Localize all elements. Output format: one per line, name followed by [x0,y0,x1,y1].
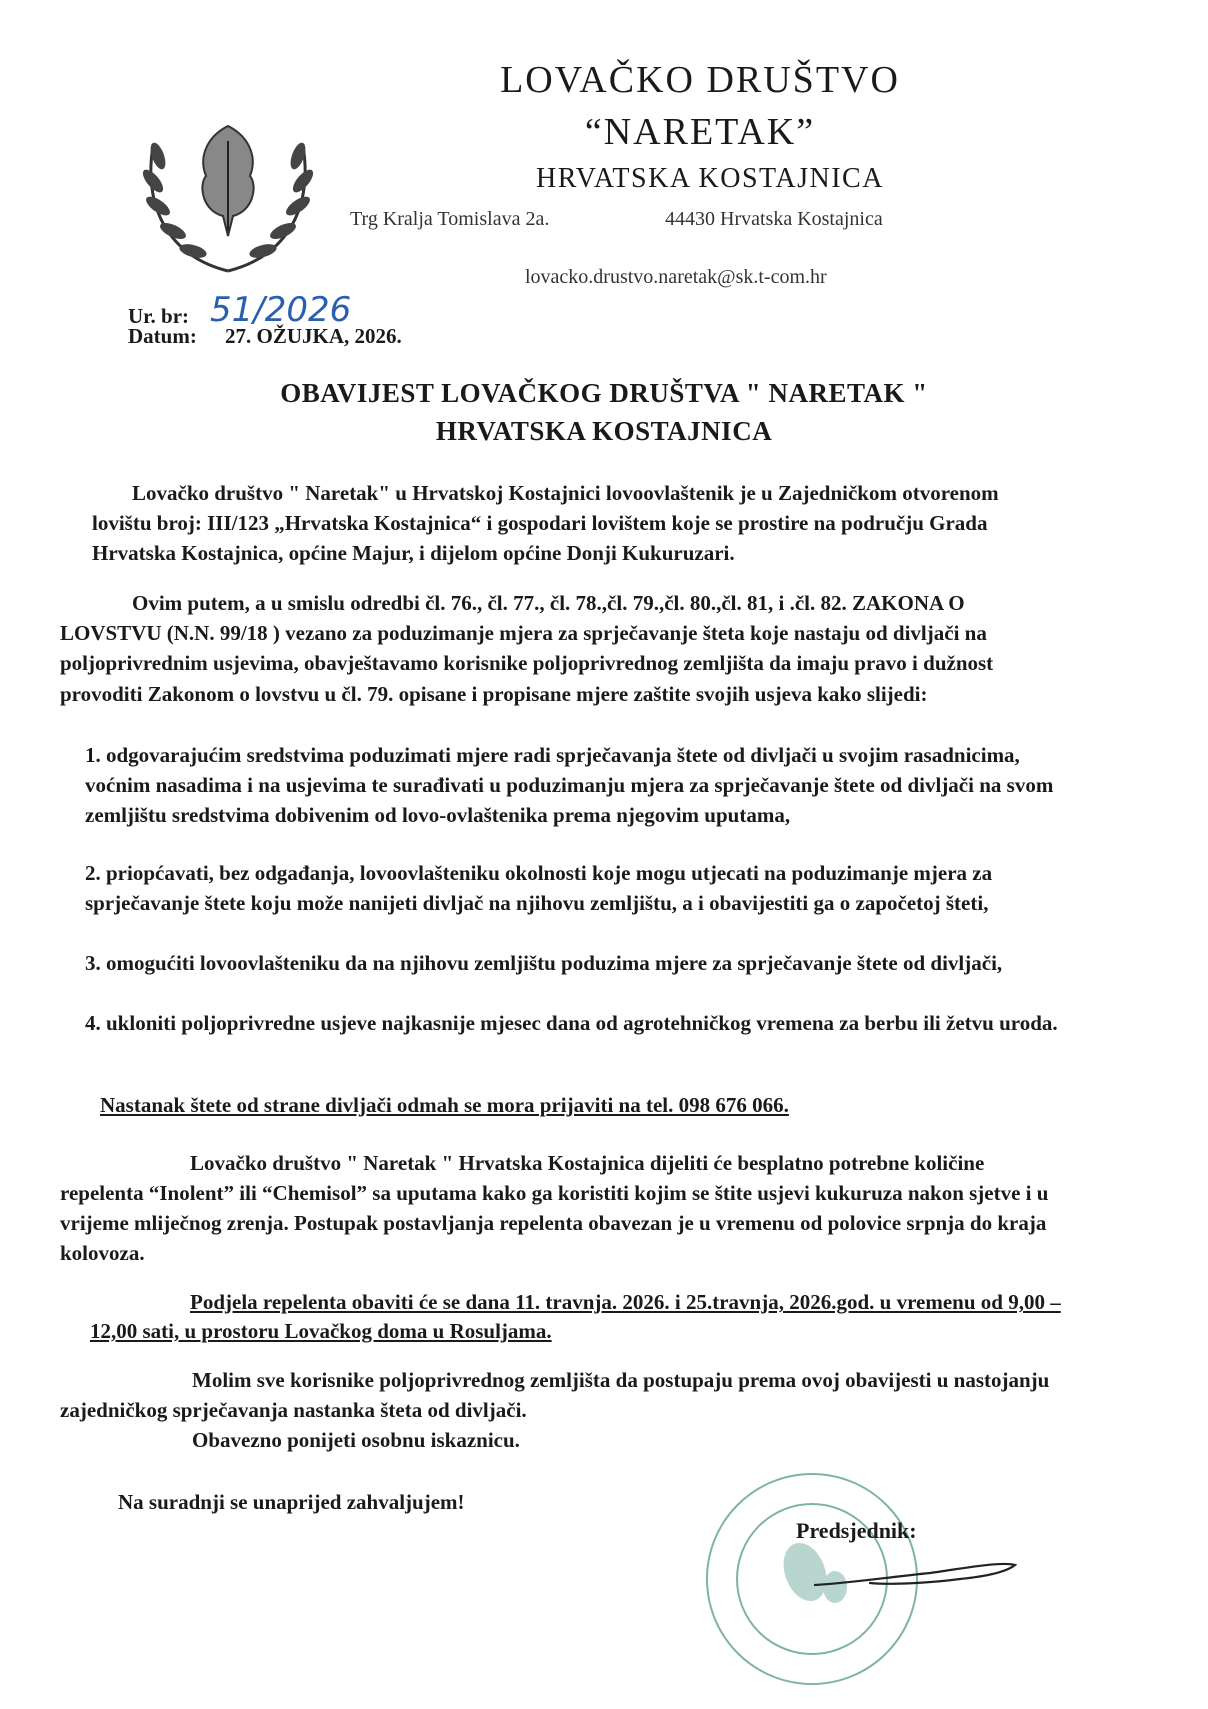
date-label: Datum: [128,324,197,348]
oak-wreath-emblem-icon [128,86,328,286]
signature-icon [810,1555,1020,1595]
id-card-reminder: Obavezno ponijeti osobnu iskaznicu. [192,1428,520,1452]
reference-number-handwritten: 51/2026 [210,290,352,330]
paragraph-request [60,1365,1060,1455]
closing-thanks: Na suradnji se unaprijed zahvaljujem! [118,1490,465,1514]
organization-name-quoted: “NARETAK” [584,111,816,153]
list-item: 3. omogućiti lovoovlašteniku da na njihovu zemljištu poduzima mjere za sprječavanje štete od divljači, [85,951,1003,975]
organization-city: HRVATSKA KOSTAJNICA [536,163,884,194]
notice-title: OBAVIJEST LOVAČKOG DRUŠTVA " NARETAK " [280,378,928,408]
list-item: 2. priopćavati, bez odgađanja, lovoovlašteniku okolnosti koje mogu utjecati na poduzimanje mjera za sprječavanje štete koju može nanijeti divljač na njihovu zemljištu, a i obavijestiti ga o započetoj šteti, [85,861,993,915]
organization-postal: 44430 Hrvatska Kostajnica [665,208,883,230]
reference-number-label: Ur. br: [128,304,190,328]
request-text: Molim sve korisnike poljoprivrednog zemljišta da postupaju prema ovoj obavijesti u nastojanju zajedničkog sprječavanja nastanka šteta od divljači. [60,1368,1050,1422]
organization-address: Trg Kralja Tomislava 2a. [350,208,550,230]
paragraph-intro: Lovačko društvo " Naretak" u Hrvatskoj Kostajnici lovoovlaštenik je u Zajedničkom otvorenom lovištu broj: III/123 „Hrvatska Kostajnica“ i gospodari lovištem koje se prostire na području Grada Hrvatska Kostajnica, općine Majur, i dijelom općine Donji Kukuruzari. [92,481,999,565]
date-value: 27. OŽUJKA, 2026. [225,324,402,348]
president-label: Predsjednik: [796,1518,917,1543]
paragraph-distribution-schedule: Podjela repelenta obaviti će se dana 11. travnja. 2026. i 25.travnja, 2026.god. u vremenu od 9,00 – 12,00 sati, u prostoru Lovačkog doma u Rosuljama. [90,1290,1061,1343]
list-item: 1. odgovarajućim sredstvima poduzimati mjere radi sprječavanja štete od divljači u svojim rasadnicima, voćnim nasadima i na usjevima te surađivati u poduzimanju mjera za sprječavanje štete od divljači na svom zemljištu sredstvima dobivenim od lovo-ovlaštenika prema njegovim uputama, [85,743,1054,827]
damage-report-warning: Nastanak štete od strane divljači odmah se mora prijaviti na tel. 098 676 066. [100,1093,789,1117]
list-item: 4. ukloniti poljoprivredne usjeve najkasnije mjesec dana od agrotehničkog vremena za berbu ili žetvu uroda. [85,1011,1058,1035]
organization-name: LOVAČKO DRUŠTVO [500,59,900,101]
paragraph-legal-basis: Ovim putem, a u smislu odredbi čl. 76., čl. 77., čl. 78.,čl. 79.,čl. 80.,čl. 81, i .čl. 82. ZAKONA O LOVSTVU (N.N. 99/18 ) vezano za poduzimanje mjera za sprječavanje šteta koje nastaju od divljači na poljoprivrednim usjevima, obavještavamo korisnike poljoprivrednog zemljišta da imaju pravo i dužnost provoditi Zakonom o lovstvu u čl. 79. opisane i propisane mjere zaštite svojih usjeva kako slijedi: [60,591,994,706]
organization-email: lovacko.drustvo.naretak@sk.t-com.hr [525,266,827,288]
paragraph-repellent: Lovačko društvo " Naretak " Hrvatska Kostajnica dijeliti će besplatno potrebne količine repelenta “Inolent” ili “Chemisol” sa uputama kako ga koristiti kojim se štite usjevi kukuruza nakon sjetve i u vrijeme mliječnog zrenja. Postupak postavljanja repelenta obavezan je u vremenu od polovice srpnja do kraja kolovoza. [60,1151,1049,1265]
notice-subtitle: HRVATSKA KOSTAJNICA [435,416,773,446]
